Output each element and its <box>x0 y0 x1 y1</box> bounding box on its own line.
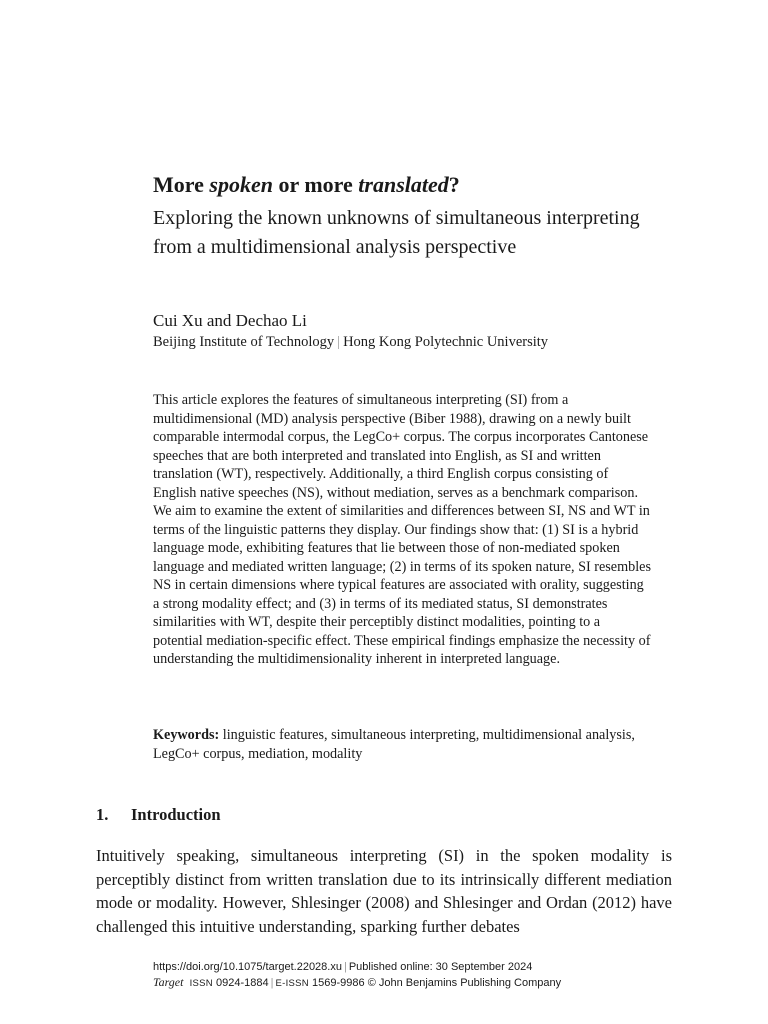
author-affiliations <box>153 332 548 352</box>
keywords <box>153 726 653 763</box>
section-body: Intuitively speaking, simultaneous interpreting (SI) in the spoken modality is perceptibly distinct from written translation due to its intrinsically different mediation mode or modality. However, Shlesinger (2008) and Shlesinger and Ordan (2012) have challenged this intuitive understanding, sparking further debates <box>96 846 672 936</box>
article-authors: Cui Xu and Dechao Li <box>153 311 307 330</box>
title-italic-spoken: spoken <box>209 172 273 197</box>
publisher: © John Benjamins Publishing Company <box>367 977 562 989</box>
section-heading <box>96 803 221 827</box>
title-part-3: ? <box>448 172 460 197</box>
issn-value: 0924-1884 <box>216 977 269 989</box>
affiliation-2: Hong Kong Polytechnic University <box>343 334 549 350</box>
page-footer <box>153 960 561 991</box>
title-italic-translated: translated <box>358 172 449 197</box>
article-title <box>153 170 673 200</box>
footer-separator: | <box>343 961 347 973</box>
keywords-label: Keywords: <box>153 727 220 743</box>
title-part-2: or more <box>272 172 359 197</box>
article-subtitle: Exploring the known unknowns of simultaneous interpreting from a multidimensional analysis perspective <box>153 207 640 258</box>
doi-link[interactable]: https://doi.org/10.1075/target.22028.xu <box>153 961 342 973</box>
affiliation-1: Beijing Institute of Technology <box>153 334 335 350</box>
published-date: Published online: 30 September 2024 <box>348 961 533 973</box>
affiliation-separator: | <box>337 334 341 350</box>
eissn-value: 1569-9986 <box>312 977 365 989</box>
abstract-text: This article explores the features of simultaneous interpreting (SI) from a multidimensional (MD) analysis perspective (Biber 1988), drawing on a newly built comparable intermodal corpus, the LegCo+ corpus. The corpus incorporates Cantonese speeches that are both interpreted and translated into English, as SI and written translation (WT), respectively. Additionally, a third English corpus consisting of English native speeches (NS), without mediation, serves as a benchmark comparison. We aim to examine the extent of similarities and differences between SI, NS and WT in terms of the linguistic patterns they display. Our findings show that: (1) SI is a hybrid language mode, exhibiting features that lie between those of non-mediated spoken language and mediated written language; (2) in terms of its spoken nature, SI resembles NS in certain dimensions where typical features are associated with orality, suggesting a strong modality effect; and (3) in terms of its mediated status, SI demonstrates similarities with WT, despite their perceptibly distinct modalities, pointing to a potential mediation-specific effect. These empirical findings emphasize the necessity of understanding the multidimensionality inherent in interpreted language. <box>153 392 651 667</box>
footer-line-2 <box>153 975 561 991</box>
issn-label: ISSN <box>189 978 213 989</box>
section-number: 1. <box>96 805 109 824</box>
keywords-list: linguistic features, simultaneous interpreting, multidimensional analysis, LegCo+ corpus, mediation, modality <box>153 727 635 762</box>
footer-line-1 <box>153 960 561 975</box>
eissn-label: E-ISSN <box>275 978 309 989</box>
footer-separator-2: | <box>270 977 274 989</box>
section-title: Introduction <box>131 805 221 824</box>
title-part-1: More <box>153 172 210 197</box>
journal-name: Target <box>153 975 184 989</box>
